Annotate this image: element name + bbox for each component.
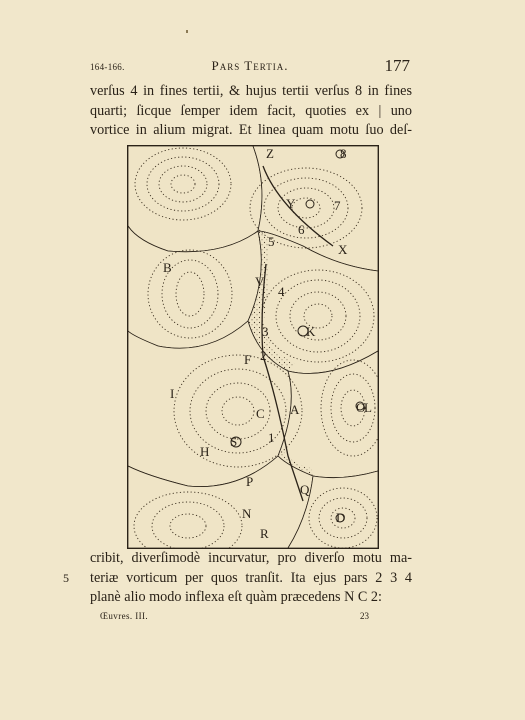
vortex-top-left [128, 146, 262, 252]
fig-label-a: A [290, 402, 300, 417]
page-footer [90, 611, 412, 625]
page-number: 177 [384, 56, 410, 75]
fig-label-o: O [356, 400, 366, 415]
vortex-diagram [128, 146, 378, 548]
paper-speck [186, 30, 188, 33]
fig-label-r: R [260, 526, 269, 541]
text-line [63, 569, 412, 589]
bottom-paragraph [63, 549, 412, 608]
fig-label-n: N [242, 506, 252, 521]
fig-label-y: Y [286, 196, 296, 211]
footer-signature: Œuvres. III. [100, 611, 149, 621]
text-line: quarti; ſicque ſemper idem facit, quoties ex | uno [90, 102, 412, 119]
fig-label-6: 6 [298, 222, 305, 237]
fig-label-b: B [163, 260, 172, 275]
fig-label-v: V [255, 274, 265, 289]
fig-label-x: X [338, 242, 348, 257]
fig-label-l: L [364, 400, 372, 415]
fig-label-4: 4 [278, 284, 285, 299]
margin-line-number: 5 [63, 570, 69, 585]
header-title: Pars Tertia. [211, 58, 289, 73]
vortex-figure [127, 145, 379, 549]
text-line: verſus 4 in fines tertii, & hujus tertii verſus 8 in fines [90, 83, 412, 99]
text-line: cribit, diverſimodè incurvatur, pro diverſo motu ma- [90, 550, 412, 566]
text-line-content: teriæ vorticum per quos tranſit. Ita ejus pars 2 3 4 [90, 569, 412, 586]
fig-label-c: C [256, 406, 265, 421]
header-section-range: 164-166. [90, 62, 125, 72]
fig-label-q: Q [300, 482, 310, 497]
fig-label-s: S [230, 434, 238, 449]
fig-label-3: 3 [262, 324, 269, 339]
text-line: vortice in alium migrat. Et linea quam motu ſuo deſ- [90, 122, 412, 138]
running-header [90, 58, 410, 78]
footer-gathering-number: 23 [360, 611, 369, 621]
fig-label-h: H [200, 444, 210, 459]
fig-label-f: F [244, 352, 252, 367]
fig-label-d: D [336, 510, 346, 525]
fig-label-5: 5 [268, 234, 275, 249]
top-paragraph [90, 82, 412, 141]
fig-label-z: Z [266, 146, 274, 161]
fig-label-i: I [170, 386, 175, 401]
fig-label-7: 7 [334, 198, 341, 213]
fig-label-1: 1 [268, 430, 275, 445]
text-line: planè alio modo inflexa eſt quàm præcedens N C 2: [90, 589, 382, 605]
fig-label-k: K [306, 324, 316, 339]
fig-label-8: 8 [340, 146, 347, 161]
fig-label-2: 2 [260, 348, 267, 363]
fig-label-p: P [246, 474, 254, 489]
